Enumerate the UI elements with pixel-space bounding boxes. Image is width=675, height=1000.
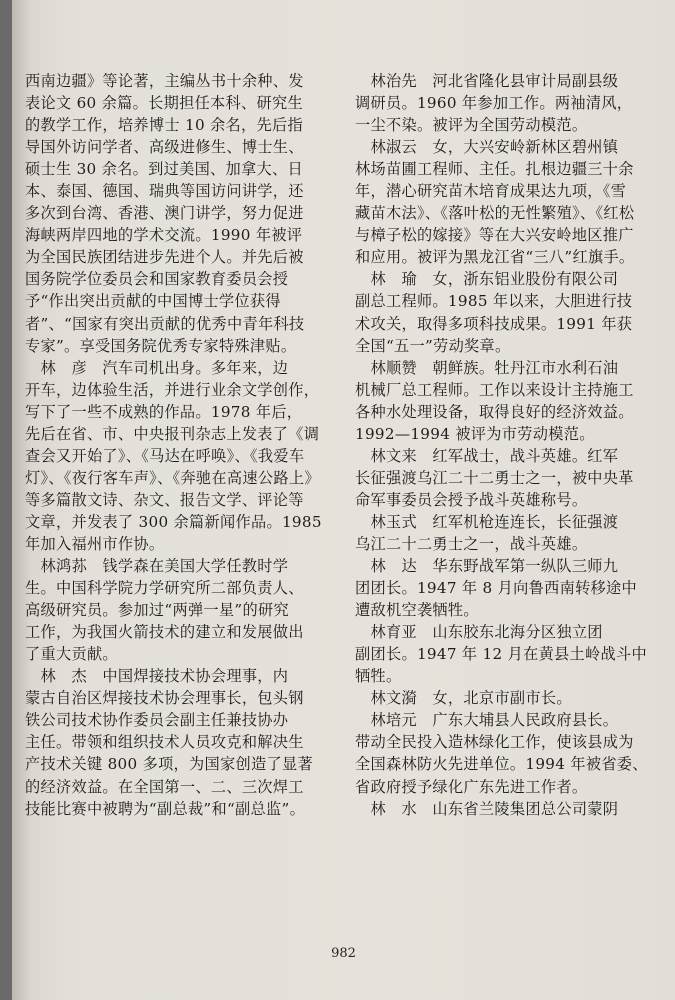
text-line: 一尘不染。被评为全国劳动模范。 — [355, 116, 588, 135]
text-line: 的教学工作，培养博士 10 余名，先后指 — [25, 116, 303, 135]
text-line: 林文漪 女，北京市副市长。 — [355, 689, 572, 708]
text-line: 的经济效益。在全国第一、二、三次焊工 — [25, 777, 304, 796]
text-line: 全国“五一”劳动奖章。 — [355, 336, 511, 355]
text-line: 林育亚 山东胶东北海分区独立团 — [355, 623, 603, 642]
text-line: 团团长。1947 年 8 月向鲁西南转移途中 — [355, 579, 638, 598]
text-line: 年，潜心研究苗木培育成果达九项，《雪 — [355, 182, 627, 201]
text-line: 蒙古自治区焊接技术协会理事长，包头钢 — [25, 689, 304, 708]
book-page — [12, 0, 675, 1000]
text-line: 灯》、《夜行客车声》、《奔驰在高速公路上》 — [25, 468, 320, 487]
text-line: 专家”。享受国务院优秀专家特殊津贴。 — [25, 336, 297, 355]
text-line: 予“作出突出贡献的中国博士学位获得 — [25, 292, 281, 311]
text-line: 写下了一些不成熟的作品。1978 年后， — [25, 402, 303, 421]
left-column — [25, 70, 330, 820]
text-line: 先后在省、市、中央报刊杂志上发表了《调 — [25, 424, 320, 443]
text-line: 林场苗圃工程师、主任。扎根边疆三十余 — [355, 160, 634, 179]
text-line: 查会又开始了》、《马达在呼唤》、《我爱车 — [25, 446, 305, 465]
text-line: 海峡两岸四地的学术交流。1990 年被评 — [25, 226, 303, 245]
text-line: 开车，边体验生活，并进行业余文学创作， — [25, 380, 320, 399]
text-line: 林文来 红军战士，战斗英雄。红军 — [355, 446, 619, 465]
page-number: 982 — [331, 946, 356, 961]
text-line: 西南边疆》等论著，主编丛书十余种、发 — [25, 72, 304, 90]
text-line: 技能比赛中被聘为“副总裁”和“副总监”。 — [25, 799, 306, 818]
text-line: 省政府授予绿化广东先进工作者。 — [355, 777, 588, 796]
text-line: 为全国民族团结进步先进个人。并先后被 — [25, 248, 304, 267]
text-line: 各种水处理设备，取得良好的经济效益。 — [355, 402, 634, 421]
text-line: 全国森林防火先进单位。1994 年被省委、 — [355, 755, 648, 774]
text-line: 遭敌机空袭牺牲。 — [355, 601, 479, 620]
text-line: 带动全民投入造林绿化工作，使该县成为 — [355, 733, 634, 752]
text-line: 林玉式 红军机枪连连长，长征强渡 — [355, 512, 619, 531]
right-column — [355, 70, 660, 820]
text-line: 林顺赞 朝鲜族。牡丹江市水利石油 — [355, 358, 619, 377]
text-line: 表论文 60 余篇。长期担任本科、研究生 — [25, 94, 303, 113]
text-line: 者”、“国家有突出贡献的优秀中青年科技 — [25, 314, 305, 333]
text-line: 和应用。被评为黑龙江省“三八”红旗手。 — [355, 248, 635, 267]
text-line: 工作，为我国火箭技术的建立和发展做出 — [25, 623, 304, 642]
text-line: 牺牲。 — [355, 667, 402, 686]
text-line: 术攻关，取得多项科技成果。1991 年获 — [355, 314, 633, 333]
text-line: 藏苗木法》、《落叶松的无性繁殖》、《红松 — [355, 204, 635, 223]
text-line: 机械厂总工程师。工作以来设计主持施工 — [355, 380, 634, 399]
text-line: 等多篇散文诗、杂文、报告文学、评论等 — [25, 490, 304, 509]
text-line: 乌江二十二勇士之一，战斗英雄。 — [355, 534, 588, 553]
text-line: 了重大贡献。 — [25, 645, 118, 664]
text-line: 生。中国科学院力学研究所二部负责人、 — [25, 579, 304, 598]
text-line: 林 瑜 女，浙东铝业股份有限公司 — [355, 270, 619, 289]
text-line: 林鸿荪 钱学森在美国大学任教时学 — [25, 557, 289, 576]
text-line: 副团长。1947 年 12 月在黄县土岭战斗中 — [355, 645, 647, 664]
text-line: 林淑云 女，大兴安岭新林区碧州镇 — [355, 138, 619, 157]
text-line: 国务院学位委员会和国家教育委员会授 — [25, 270, 289, 289]
text-line: 林治先 河北省隆化县审计局副县级 — [355, 72, 619, 90]
text-line: 硕士生 30 余名。到过美国、加拿大、日 — [25, 160, 303, 179]
text-line: 林 达 华东野战军第一纵队三师九 — [355, 557, 619, 576]
text-line: 文章，并发表了 300 余篇新闻作品。1985 — [25, 512, 322, 531]
text-line: 林 彦 汽车司机出身。多年来，边 — [25, 358, 289, 377]
text-line: 林 杰 中国焊接技术协会理事，内 — [25, 667, 289, 686]
text-line: 林 水 山东省兰陵集团总公司蒙阴 — [355, 799, 619, 818]
text-line: 与樟子松的嫁接》等在大兴安岭地区推广 — [355, 226, 634, 245]
text-line: 调研员。1960 年参加工作。两袖清风， — [355, 94, 633, 113]
text-line: 主任。带领和组织技术人员攻克和解决生 — [25, 733, 304, 752]
text-line: 林培元 广东大埔县人民政府县长。 — [355, 711, 619, 730]
text-line: 年加入福州市作协。 — [25, 534, 165, 553]
text-line: 长征强渡乌江二十二勇士之一，被中央革 — [355, 468, 634, 487]
text-line: 多次到台湾、香港、澳门讲学，努力促进 — [25, 204, 304, 223]
text-line: 1992—1994 被评为市劳动模范。 — [355, 424, 595, 443]
text-line: 铁公司技术协作委员会副主任兼技协办 — [25, 711, 289, 730]
text-line: 导国外访问学者、高级进修生、博士生、 — [25, 138, 304, 157]
text-line: 高级研究员。参加过“两弹一星”的研究 — [25, 601, 289, 620]
text-line: 产技术关键 800 多项，为国家创造了显著 — [25, 755, 313, 774]
text-line: 命军事委员会授予战斗英雄称号。 — [355, 490, 588, 509]
text-line: 副总工程师。1985 年以来，大胆进行技 — [355, 292, 633, 311]
text-line: 本、泰国、德国、瑞典等国访问讲学，还 — [25, 182, 304, 201]
